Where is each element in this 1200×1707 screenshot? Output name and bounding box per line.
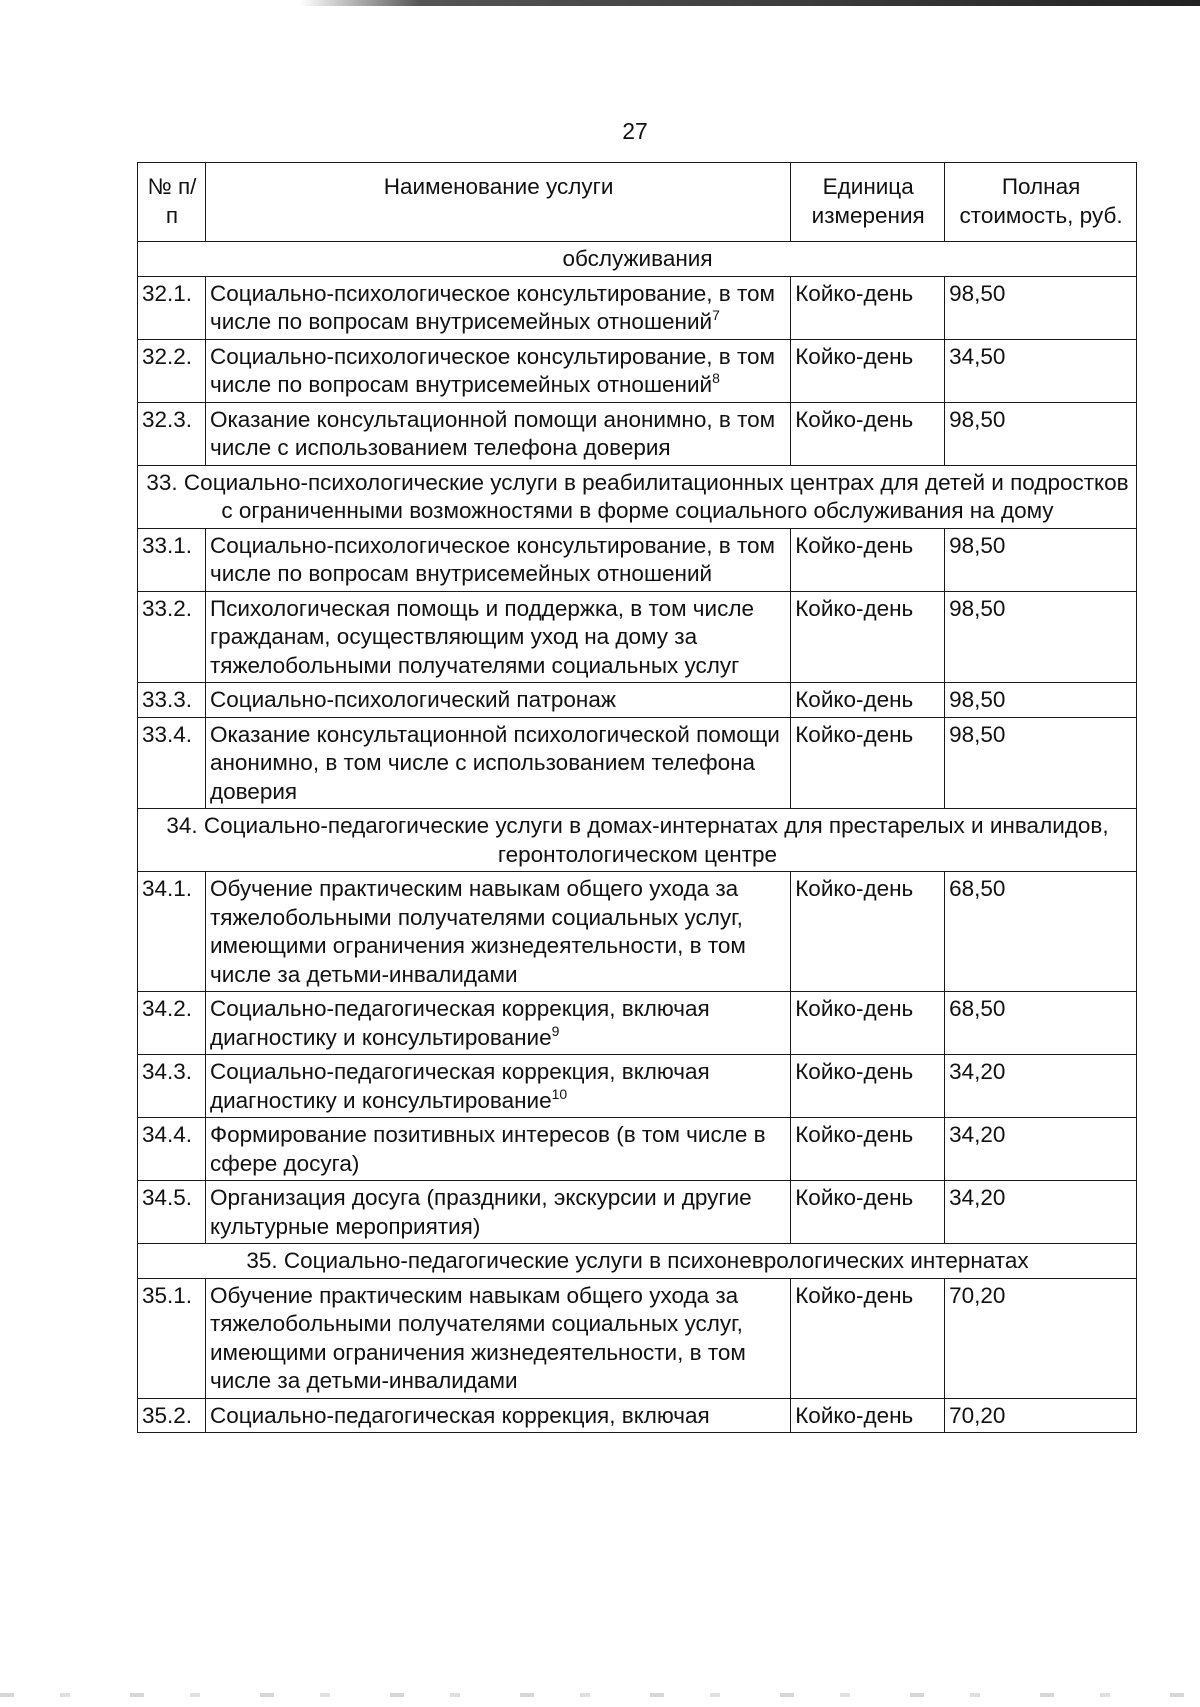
footnote-marker: 10 [551, 1085, 568, 1102]
cell-cost: 98,50 [945, 528, 1137, 591]
cell-num: 34.5. [138, 1181, 206, 1244]
cell-unit: Койко-день [791, 872, 945, 992]
cell-service-name [205, 1398, 790, 1433]
section-row [138, 465, 1137, 528]
cell-num: 33.4. [138, 717, 206, 809]
cell-service-name [205, 992, 790, 1055]
table-row [138, 402, 1137, 465]
table-row [138, 591, 1137, 683]
scan-bottom-edge [0, 1693, 1200, 1697]
service-name-text: Социально-психологическое консультирование, в том числе по вопросам внутрисемейных отношений [209, 343, 776, 397]
cell-unit: Койко-день [791, 591, 945, 683]
cell-service-name [205, 1181, 790, 1244]
scan-top-edge [0, 0, 1200, 6]
section-row [138, 1244, 1137, 1279]
table-row [138, 1118, 1137, 1181]
header-cost: Полная стоимость, руб. [945, 163, 1137, 242]
cell-num: 32.1. [138, 276, 206, 339]
cell-cost: 68,50 [945, 992, 1137, 1055]
cell-unit: Койко-день [791, 992, 945, 1055]
cell-unit: Койко-день [791, 717, 945, 809]
table-row [138, 1398, 1137, 1433]
cell-service-name [205, 1278, 790, 1398]
cell-service-name [205, 528, 790, 591]
service-name-text: Обучение практическим навыкам общего ухода за тяжелобольными получателями социальных услуг, имеющими ограничения жизнедеятельности, в том числе за детьми-инвалидами [209, 876, 746, 987]
cell-num: 33.2. [138, 591, 206, 683]
service-name-text: Формирование позитивных интересов (в том числе в сфере досуга) [209, 1122, 766, 1176]
section-row [138, 809, 1137, 872]
cell-service-name [205, 872, 790, 992]
service-name-text: Обучение практическим навыкам общего ухода за тяжелобольными получателями социальных услуг, имеющими ограничения жизнедеятельности, в том числе за детьми-инвалидами [209, 1282, 746, 1393]
service-name-text: Психологическая помощь и поддержка, в том числе гражданам, осуществляющим уход на дому за тяжелобольными получателями социальных услуг [209, 595, 754, 678]
cell-num: 33.3. [138, 683, 206, 718]
cell-service-name [205, 402, 790, 465]
cell-unit: Койко-день [791, 1118, 945, 1181]
cell-service-name [205, 339, 790, 402]
service-name-text: Оказание консультационной психологической помощи анонимно, в том числе с использованием телефона доверия [209, 721, 780, 804]
header-name: Наименование услуги [205, 163, 790, 242]
cell-num: 32.3. [138, 402, 206, 465]
cell-service-name [205, 1118, 790, 1181]
footnote-marker: 9 [551, 1022, 560, 1039]
footnote-marker: 8 [712, 370, 720, 386]
cell-num: 34.4. [138, 1118, 206, 1181]
table-row [138, 683, 1137, 718]
service-name-text: Социально-психологическое консультирование, в том числе по вопросам внутрисемейных отношений [209, 280, 776, 334]
section-title: 33. Социально-психологические услуги в реабилитационных центрах для детей и подростков с ограниченными возможностями в форме социального обслуживания на дому [138, 465, 1137, 528]
cell-unit: Койко-день [791, 339, 945, 402]
service-name-text: Социально-педагогическая коррекция, включая [209, 1402, 710, 1428]
cell-cost: 68,50 [945, 872, 1137, 992]
cell-service-name [205, 591, 790, 683]
section-row [138, 242, 1137, 277]
cell-cost: 34,50 [945, 339, 1137, 402]
cell-num: 35.1. [138, 1278, 206, 1398]
table-row [138, 339, 1137, 402]
cell-num: 34.3. [138, 1055, 206, 1118]
cell-cost: 34,20 [945, 1118, 1137, 1181]
cell-unit: Койко-день [791, 1398, 945, 1433]
table-row [138, 992, 1137, 1055]
footnote-marker: 7 [712, 307, 720, 323]
service-name-text: Оказание консультационной помощи анонимно, в том числе с использованием телефона доверия [209, 406, 776, 460]
cell-cost: 98,50 [945, 276, 1137, 339]
cell-num: 35.2. [138, 1398, 206, 1433]
table-header-row [138, 163, 1137, 242]
cell-cost: 70,20 [945, 1398, 1137, 1433]
section-title: 34. Социально-педагогические услуги в домах-интернатах для престарелых и инвалидов, геронтологическом центре [138, 809, 1137, 872]
cell-cost: 98,50 [945, 591, 1137, 683]
cell-unit: Койко-день [791, 276, 945, 339]
cell-unit: Койко-день [791, 1278, 945, 1398]
header-unit: Единица измерения [791, 163, 945, 242]
cell-unit: Койко-день [791, 1055, 945, 1118]
cell-num: 34.1. [138, 872, 206, 992]
table-body [138, 242, 1137, 1433]
cell-service-name [205, 276, 790, 339]
cell-service-name [205, 1055, 790, 1118]
table-row [138, 276, 1137, 339]
cell-num: 32.2. [138, 339, 206, 402]
cell-num: 34.2. [138, 992, 206, 1055]
cell-cost: 34,20 [945, 1181, 1137, 1244]
header-num: № п/п [138, 163, 206, 242]
table-row [138, 1181, 1137, 1244]
cell-service-name [205, 717, 790, 809]
cell-unit: Койко-день [791, 1181, 945, 1244]
table-row [138, 1055, 1137, 1118]
cell-cost: 98,50 [945, 402, 1137, 465]
cell-unit: Койко-день [791, 528, 945, 591]
section-title: обслуживания [138, 242, 1137, 277]
cell-cost: 98,50 [945, 683, 1137, 718]
service-name-text: Социально-психологическое консультирование, в том числе по вопросам внутрисемейных отношений [209, 532, 776, 586]
service-name-text: Организация досуга (праздники, экскурсии и другие культурные мероприятия) [209, 1185, 752, 1239]
table-row [138, 872, 1137, 992]
cell-cost: 70,20 [945, 1278, 1137, 1398]
cell-cost: 34,20 [945, 1055, 1137, 1118]
service-name-text: Социально-педагогическая коррекция, включая диагностику и консультирование [209, 996, 710, 1050]
section-title: 35. Социально-педагогические услуги в психоневрологических интернатах [138, 1244, 1137, 1279]
table-row [138, 1278, 1137, 1398]
cell-unit: Койко-день [791, 683, 945, 718]
services-table [137, 162, 1137, 1433]
table-row [138, 717, 1137, 809]
cell-num: 33.1. [138, 528, 206, 591]
cell-cost: 98,50 [945, 717, 1137, 809]
cell-service-name [205, 683, 790, 718]
service-name-text: Социально-педагогическая коррекция, включая диагностику и консультирование [209, 1059, 710, 1113]
cell-unit: Койко-день [791, 402, 945, 465]
page-number: 27 [622, 118, 648, 144]
table-row [138, 528, 1137, 591]
service-name-text: Социально-психологический патронаж [209, 687, 616, 712]
